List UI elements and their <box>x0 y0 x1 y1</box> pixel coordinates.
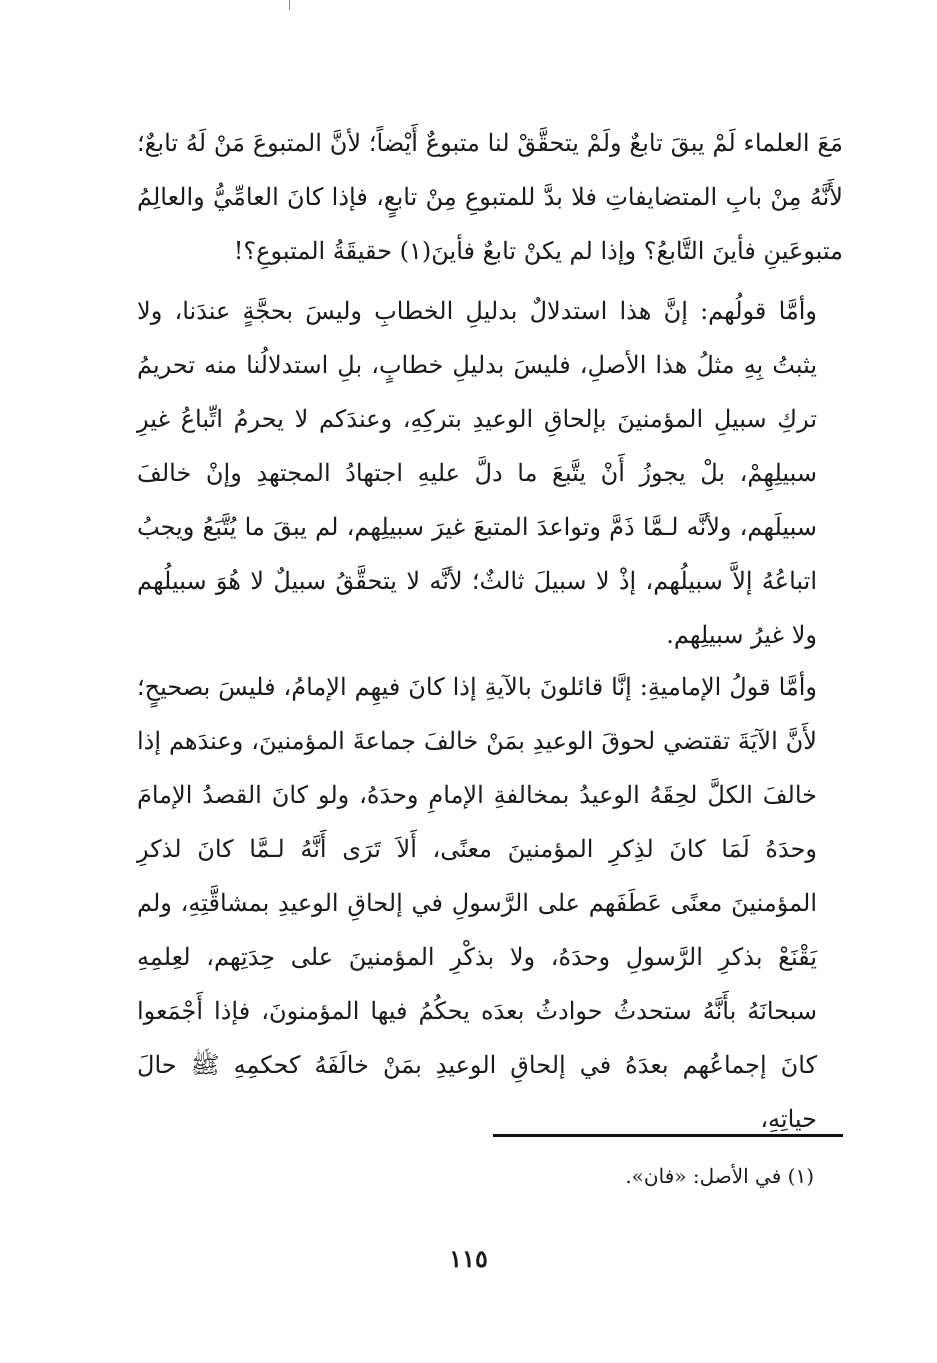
page-number: ١١٥ <box>449 1244 488 1273</box>
footnote: (١) في الأصل: «فان». <box>625 1164 814 1188</box>
footnote-separator <box>493 1134 843 1137</box>
top-margin-mark <box>289 0 290 10</box>
paragraph-1-text: مَعَ العلماء لَمْ يبقَ تابعٌ ولَمْ يتحقَّقْ لنا متبوعٌ أَيْضاً؛ لأنَّ المتبوعَ مَنْ لَهُ تابعٌ؛ لأَنَّهُ مِنْ بابِ المتضايفاتِ فلا بدَّ للمتبوعِ مِنْ تابعٍ، فإذا كانَ العامِّيُّ والعالِمُ متبوعَينِ فأينَ التَّابعُ؟ وإذا لم يكنْ تابعٌ فأينَ(١) حقيقَةُ المتبوعِ؟! <box>137 129 843 265</box>
paragraph-2-text: وأمَّا قولُهم: إنَّ هذا استدلالٌ بدليلِ الخطابِ وليسَ بحجَّةٍ عندَنا، ولا يثبتُ بِهِ مثلُ هذا الأصلِ، فليسَ بدليلِ خطابٍ، بلِ استدلالُنا منه تحريمُ تركِ سبيلِ المؤمنينَ بإلحاقِ الوعيدِ بتركِهِ، وعندَكم لا يحرمُ اتِّباعُ غيرِ سبيلِهِمْ، بلْ يجوزُ أَنْ يتَّبعَ ما دلَّ عليهِ اجتهادُ المجتهدِ وإنْ خالفَ سبيلَهم، ولأنَّه لـمَّا ذَمَّ وتواعدَ المتبعَ غيرَ سبيلِهم، لم يبقَ ما يُتَّبَعُ ويجبُ اتباعُهُ إلاَّ سبيلُهم، إذْ لا سبيلَ ثالثٌ؛ لأنَّه لا يتحقَّقُ سبيلٌ لا هُوَ سبيلُهم ولا غيرُ سبيلِهم. <box>137 297 817 649</box>
paragraph-3-text: وأمَّا قولُ الإماميةِ: إنَّا قائلونَ بالآيةِ إذا كانَ فيهِم الإمامُ، فليسَ بصحيحٍ؛ لأَنَّ الآيَةَ تقتضي لحوقَ الوعيدِ بمَنْ خالفَ جماعةَ المؤمنينَ، وعندَهم إذا خالفَ الكلَّ لحِقَهُ الوعيدُ بمخالفةِ الإمامِ وحدَهُ، ولو كانَ القصدُ الإمامَ وحدَهُ لَمَا كانَ لذِكرِ المؤمنينَ معنًى، أَلاَ تَرَى أَنَّهُ لـمَّا كانَ لذكرِ المؤمنينَ معنًى عَطَفَهم على الرَّسولِ في إلحاقِ الوعيدِ بمشاقَّتِهِ، ولم يَقْنَعْ بذكرِ الرَّسولِ وحدَهُ، ولا بذكْرِ المؤمنينَ على حِدَتِهم، لعِلمِهِ سبحانَهُ بأَنَّهُ ستحدثُ حوادثُ بعدَه يحكُمُ فيها المؤمنونَ، فإذا أَجْمَعوا كانَ إجماعُهم بعدَهُ في إلحاقِ الوعيدِ بمَنْ خالَفَهُ كحكمِهِ ﷺ حالَ حياتِهِ، <box>137 673 817 1133</box>
paragraph-1 <box>137 116 843 278</box>
paragraph-2 <box>137 284 843 662</box>
paragraph-3 <box>137 660 843 1146</box>
